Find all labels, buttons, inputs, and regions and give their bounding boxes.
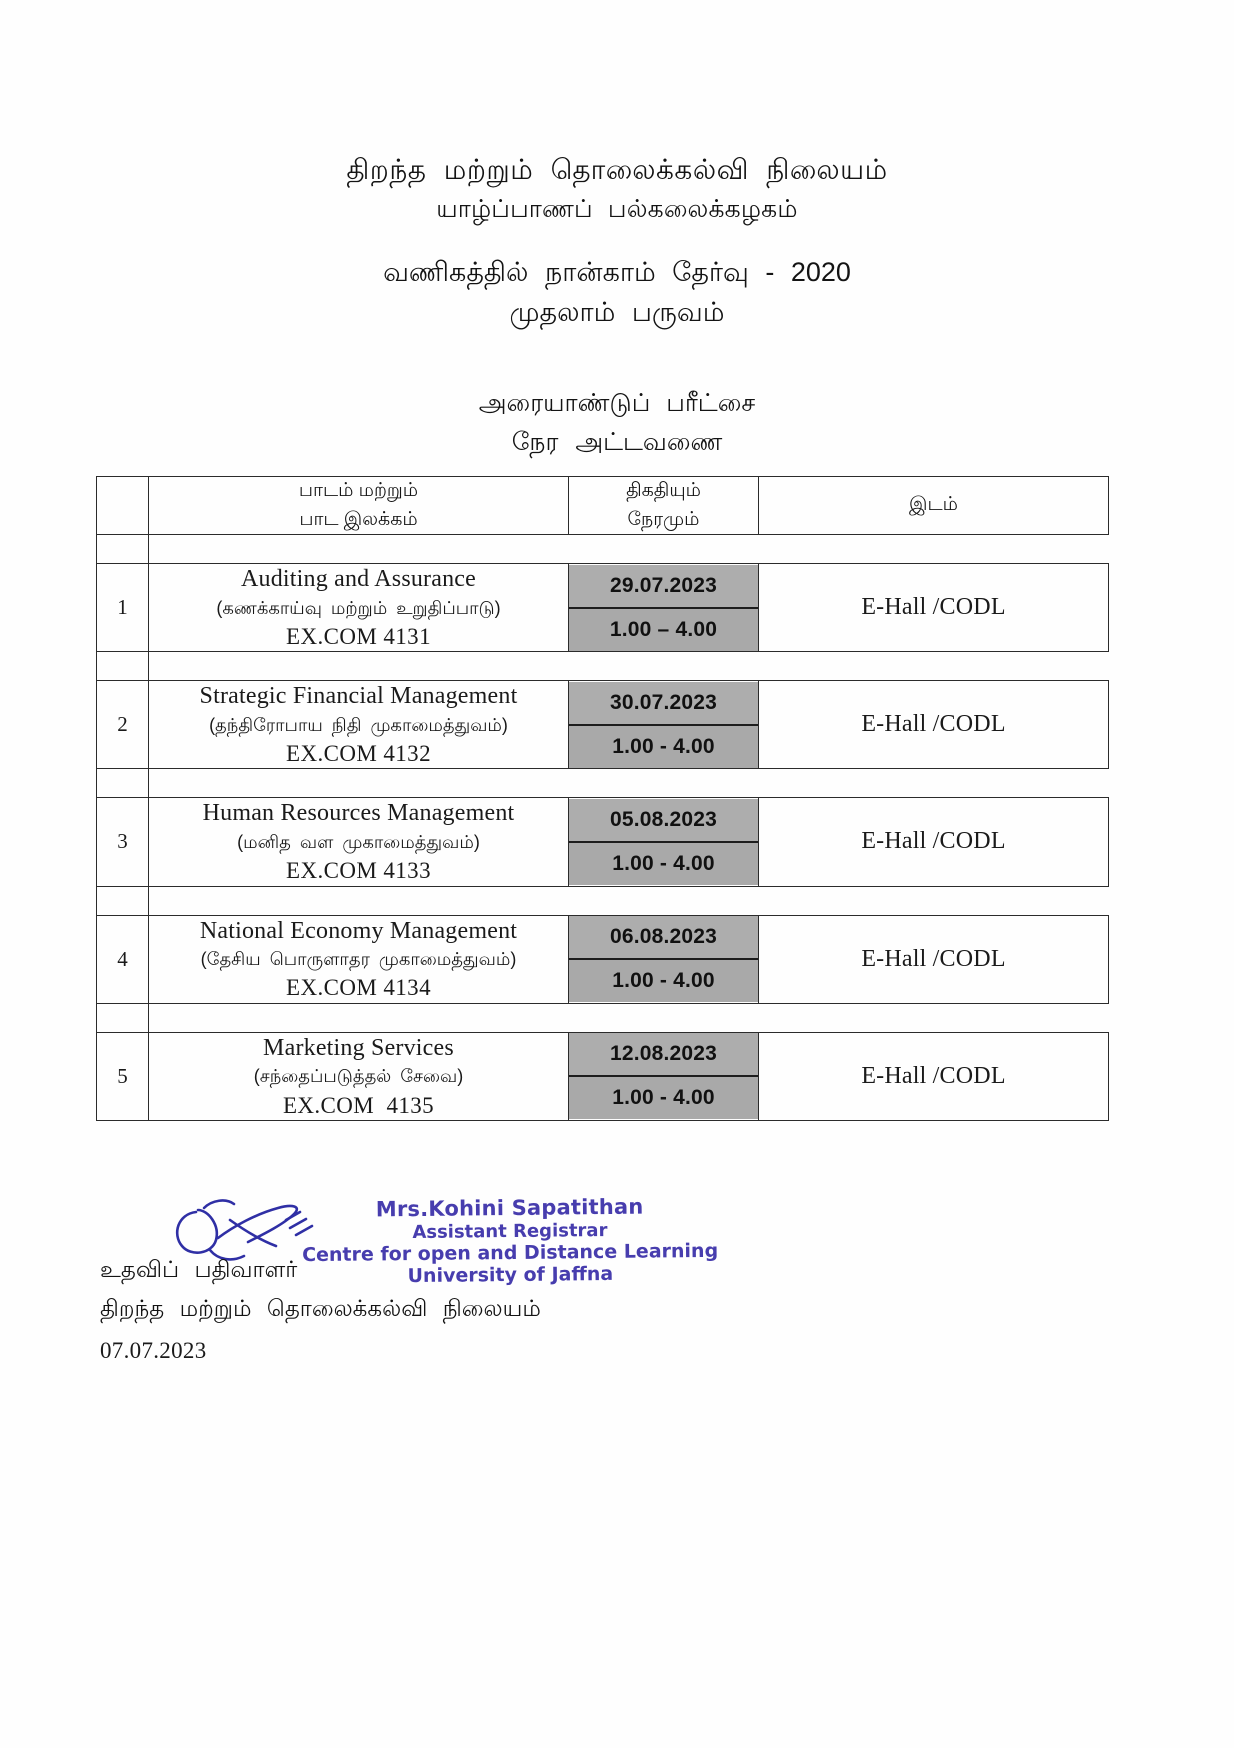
- table-row: [97, 798, 1109, 886]
- row-datetime: [569, 681, 759, 769]
- row-index: 2: [97, 681, 149, 769]
- document-header: [0, 150, 1234, 460]
- subject-name-tamil: (சந்தைப்படுத்தல் சேவை): [253, 1066, 464, 1087]
- table-spacer-row: [97, 769, 1109, 798]
- subject-name-english: Marketing Services: [263, 1034, 454, 1061]
- exam-title: வணிகத்தில் நான்காம் தேர்வு - 2020: [383, 257, 851, 288]
- row-index: 4: [97, 915, 149, 1003]
- subject-name-english: National Economy Management: [199, 917, 518, 944]
- exam-time: 1.00 – 4.00: [569, 609, 758, 651]
- header-venue-label: இடம்: [909, 494, 958, 516]
- stamp-name: Mrs.Kohini Sapatithan: [375, 1194, 644, 1222]
- spacer-cell: [97, 886, 149, 915]
- row-datetime: [569, 564, 759, 652]
- header-cell-index: [97, 477, 149, 535]
- spacer-cell: [97, 535, 149, 564]
- signatory-role: உதவிப் பதிவாளர்: [100, 1256, 298, 1282]
- subject-code: EX.COM 4133: [286, 858, 431, 884]
- exam-time: 1.00 - 4.00: [569, 1077, 758, 1119]
- table-spacer-row: [97, 1003, 1109, 1032]
- spacer-cell: [149, 535, 1109, 564]
- semester-label: முதலாம் பருவம்: [509, 297, 725, 328]
- row-datetime: [569, 1032, 759, 1120]
- subject-name-english: Human Resources Management: [202, 800, 515, 827]
- row-index: 5: [97, 1032, 149, 1120]
- row-subject: [149, 681, 569, 769]
- signatory-department: திறந்த மற்றும் தொலைக்கல்வி நிலையம்: [100, 1295, 541, 1321]
- header-datetime-line-1: திகதியும்: [626, 480, 701, 501]
- row-venue: E-Hall /CODL: [759, 681, 1109, 769]
- spacer-cell: [97, 769, 149, 798]
- row-subject: [149, 798, 569, 886]
- signature-date: 07.07.2023: [100, 1338, 207, 1363]
- table-spacer-row: [97, 886, 1109, 915]
- subject-code: EX.COM 4135: [282, 1092, 435, 1118]
- subject-name-tamil: (தேசிய பொருளாதர முகாமைத்துவம்): [200, 949, 517, 970]
- row-venue: E-Hall /CODL: [759, 1032, 1109, 1120]
- institution-name-line-2: யாழ்ப்பாணப் பல்கலைக்கழகம்: [436, 194, 798, 223]
- table-row: [97, 1032, 1109, 1120]
- spacer-cell: [149, 769, 1109, 798]
- row-index: 1: [97, 564, 149, 652]
- subject-code: EX.COM 4134: [286, 975, 431, 1001]
- table-spacer-row: [97, 535, 1109, 564]
- spacer-cell: [149, 652, 1109, 681]
- subject-name-tamil: (மனித வள முகாமைத்துவம்): [237, 832, 480, 853]
- table-row: [97, 915, 1109, 1003]
- spacer-cell: [97, 1003, 149, 1032]
- stamp-university: University of Jaffna: [407, 1263, 614, 1288]
- table-spacer-row: [97, 652, 1109, 681]
- subject-code: EX.COM 4132: [286, 740, 431, 766]
- row-venue: E-Hall /CODL: [759, 915, 1109, 1003]
- institution-name-line-1: திறந்த மற்றும் தொலைக்கல்வி நிலையம்: [346, 154, 888, 185]
- exam-type-label: அரையாண்டுப் பரீட்சை: [478, 388, 756, 417]
- header-subject-line-2: பாட இலக்கம்: [299, 508, 418, 530]
- exam-time: 1.00 - 4.00: [569, 726, 758, 768]
- subject-name-english: Strategic Financial Management: [199, 683, 518, 710]
- exam-schedule-table: [96, 476, 1109, 1121]
- row-subject: [149, 1032, 569, 1120]
- subject-name-tamil: (கணக்காய்வு மற்றும் உறுதிப்பாடு): [216, 597, 501, 618]
- exam-date: 12.08.2023: [569, 1033, 758, 1077]
- row-subject: [149, 915, 569, 1003]
- stamp-title: Assistant Registrar: [412, 1219, 608, 1243]
- exam-time: 1.00 - 4.00: [569, 960, 758, 1002]
- header-cell-subject: [149, 477, 569, 535]
- header-cell-venue: [759, 477, 1109, 535]
- table-row: [97, 564, 1109, 652]
- exam-date: 06.08.2023: [569, 916, 758, 960]
- row-index: 3: [97, 798, 149, 886]
- row-subject: [149, 564, 569, 652]
- exam-time: 1.00 - 4.00: [569, 843, 758, 885]
- table-row: [97, 681, 1109, 769]
- subject-code: EX.COM 4131: [286, 623, 431, 649]
- row-datetime: [569, 915, 759, 1003]
- header-cell-datetime: [569, 477, 759, 535]
- exam-date: 30.07.2023: [569, 682, 758, 726]
- row-datetime: [569, 798, 759, 886]
- header-subject-line-1: பாடம் மற்றும்: [298, 480, 419, 501]
- subject-name-tamil: (தந்திரோபாய நிதி முகாமைத்துவம்): [209, 714, 508, 735]
- exam-date: 05.08.2023: [569, 799, 758, 843]
- stamp-centre: Centre for open and Distance Learning: [302, 1239, 719, 1267]
- subject-name-english: Auditing and Assurance: [240, 566, 477, 592]
- spacer-cell: [149, 886, 1109, 915]
- row-venue: E-Hall /CODL: [759, 564, 1109, 652]
- exam-date: 29.07.2023: [569, 565, 758, 609]
- spacer-cell: [97, 652, 149, 681]
- header-datetime-line-2: நேரமும்: [627, 508, 700, 530]
- table-header-row: [97, 477, 1109, 535]
- schedule-label: நேர அட்டவணை: [511, 427, 723, 456]
- official-stamp: [295, 1194, 726, 1289]
- row-venue: E-Hall /CODL: [759, 798, 1109, 886]
- spacer-cell: [149, 1003, 1109, 1032]
